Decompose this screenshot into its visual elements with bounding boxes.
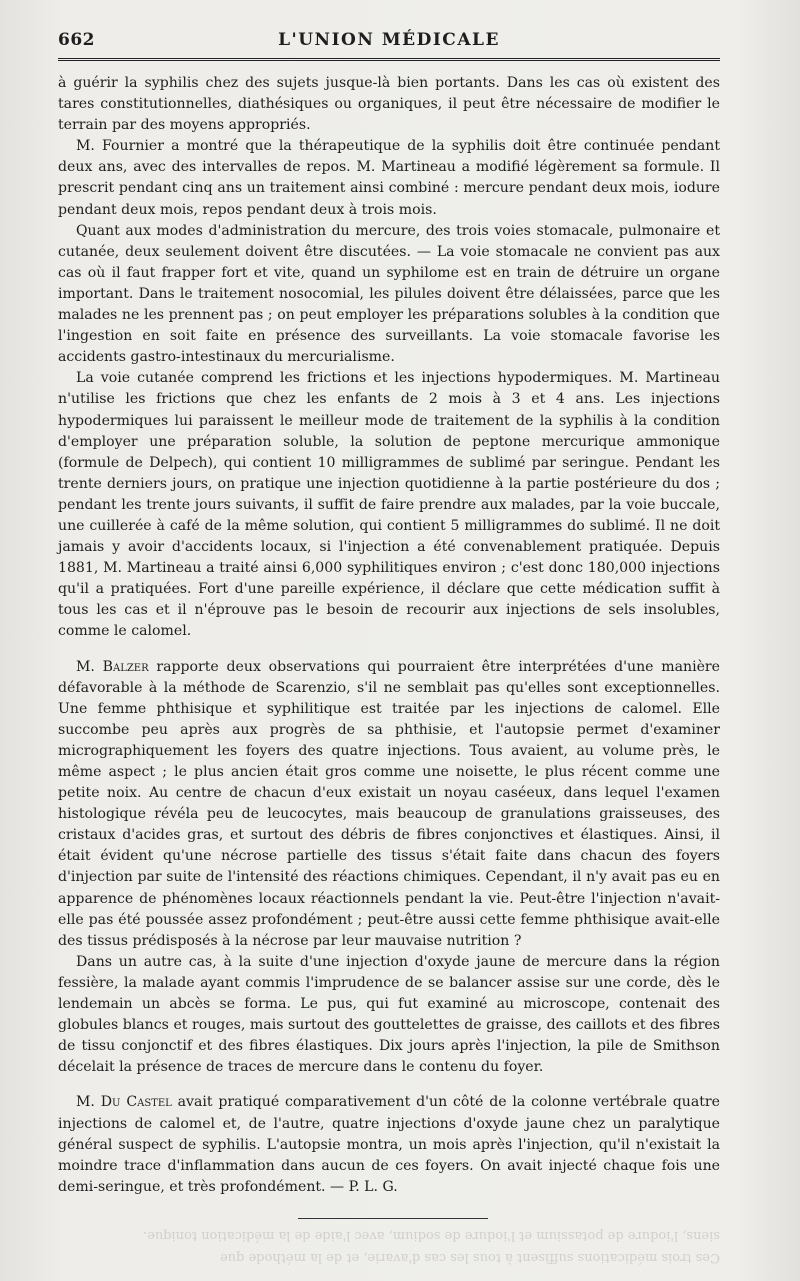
bleed-through-line: siens, l'iodure de potassium et l'iodure de sodium, avec l'aide de la médication tonique. — [143, 1228, 720, 1243]
page-number: 662 — [58, 30, 95, 50]
paragraph-text: à guérir la syphilis chez des sujets jusque-là bien portants. Dans les cas où existent des tares constitutionnelles, diathésiques ou organiques, il peut être nécessaire de modifier le terrain par des moyens appropriés. — [58, 75, 720, 134]
article-body — [58, 73, 720, 1198]
footer-rule — [298, 1218, 488, 1219]
paragraph — [58, 1092, 720, 1197]
bleed-through-line: Ces trois médications suffisent à tous les cas d'avarie, et de la méthode que — [219, 1250, 720, 1265]
paragraph — [58, 73, 720, 136]
speaker-name: M. Balzer — [76, 658, 149, 675]
paragraph-text: Dans un autre cas, à la suite d'une injection d'oxyde jaune de mercure dans la région fessière, la malade ayant commis l'imprudence de se balancer assise sur une corde, dès le lendemain un abcès se forma. Le pus, qui fut examiné au microscope, contenait des globules blancs et rouges, mais surtout des gouttelettes de graisse, des caillots et des fibres de tissu conjonctif et des fibres élastiques. Dix jours après l'injection, la pile de Smithson décelait la présence de traces de mercure dans le contenu du foyer. — [58, 953, 720, 1076]
paragraph — [58, 952, 720, 1079]
paragraph — [58, 368, 720, 642]
running-title: L'UNION MÉDICALE — [278, 30, 500, 50]
page-header — [58, 26, 720, 58]
paragraph-text: Quant aux modes d'administration du mercure, des trois voies stomacale, pulmonaire et cutanée, deux seulement doivent être discutées. — La voie stomacale ne convient pas aux cas où il faut frapper fort et vite, quand un syphilome est en train de détruire un organe important. Dans le traitement nosocomial, les pilules doivent être délaissées, parce que les malades ne les prennent pas ; on peut employer les préparations solubles à la condition que l'ingestion en soit faite en présence des surveillants. La voie stomacale favorise les accidents gastro-intestinaux du mercurialisme. — [58, 222, 720, 366]
header-rule — [58, 58, 720, 61]
paragraph-text: La voie cutanée comprend les frictions et les injections hypodermiques. M. Martineau n'utilise les frictions que chez les enfants de 2 mois à 3 et 4 ans. Les injections hypodermiques lui paraissent le meilleur mode de traitement de la syphilis à la condition d'employer une préparation soluble, la solution de peptone mercurique ammonique (formule de Delpech), qui contient 10 milligrammes de sublimé par seringue. Pendant les trente derniers jours, on pratique une injection quotidienne à la partie postérieure du dos ; pendant les trente jours suivants, il suffit de faire prendre aux malades, par la voie buccale, une cuillerée à café de la même solution, qui contient 5 milligrammes do sublimé. Il ne doit jamais y avoir d'accidents locaux, si l'injection a été convenablement pratiquée. Depuis 1881, M. Martineau a traité ainsi 6,000 syphilitiques environ ; c'est donc 180,000 injections qu'il a pratiquées. Fort d'une pareille expérience, il déclare que cette médication suffit à tous les cas et il n'éprouve pas le besoin de recourir aux injections de sels insolubles, comme le calomel. — [58, 370, 720, 640]
speaker-name: M. Du Castel — [76, 1094, 172, 1111]
paragraph-text: avait pratiqué comparativement d'un côté de la colonne vertébrale quatre injections de calomel et, de l'autre, quatre injections d'oxyde jaune chez un paralytique général suspect de syphilis. L'autopsie montra, un mois après l'injection, qu'il n'existait la moindre trace d'inflammation dans aucun de ces foyers. On avait injecté chaque fois une demi-seringue, et très profondément. — P. L. G. — [58, 1094, 720, 1195]
paragraph-text: rapporte deux observations qui pourraient être interprétées d'une manière défavorable à la méthode de Scarenzio, s'il ne semblait pas qu'elles sont exceptionnelles. Une femme phthisique et syphilitique est traitée par les injections de calomel. Elle succombe peu après aux progrès de sa phthisie, et l'autopsie permet d'examiner micrographiquement les foyers des quatre injections. Tous avaient, au volume près, le même aspect ; le plus ancien était gros comme une noisette, le plus récent comme une petite noix. Au centre de chacun d'eux existait un noyau caséeux, dans lequel l'examen histologique révéla peu de leucocytes, mais beaucoup de granulations graisseuses, des cristaux d'acides gras, et surtout des débris de fibres conjonctives et élastiques. Ainsi, il était évident qu'une nécrose partielle des tissus s'était faite dans chacun des foyers d'injection par suite de l'intensité des réactions chimiques. Cependant, il n'y avait pas eu en apparence de phénomènes locaux réactionnels pendant la vie. Peut-être l'injection n'avait-elle pas été poussée assez profondément ; peut-être aussi cette femme phthisique avait-elle des tissus prédisposés à la nécrose par leur mauvaise nutrition ? — [58, 658, 721, 949]
paragraph — [58, 136, 720, 220]
paragraph — [58, 221, 720, 369]
paragraph-text: M. Fournier a montré que la thérapeutique de la syphilis doit être continuée pendant deux ans, avec des intervalles de repos. M. Martineau a modifié légèrement sa formule. Il prescrit pendant cinq ans un traitement ainsi combiné : mercure pendant deux mois, iodure pendant deux mois, repos pendant deux à trois mois. — [58, 138, 720, 218]
paragraph — [58, 657, 720, 952]
